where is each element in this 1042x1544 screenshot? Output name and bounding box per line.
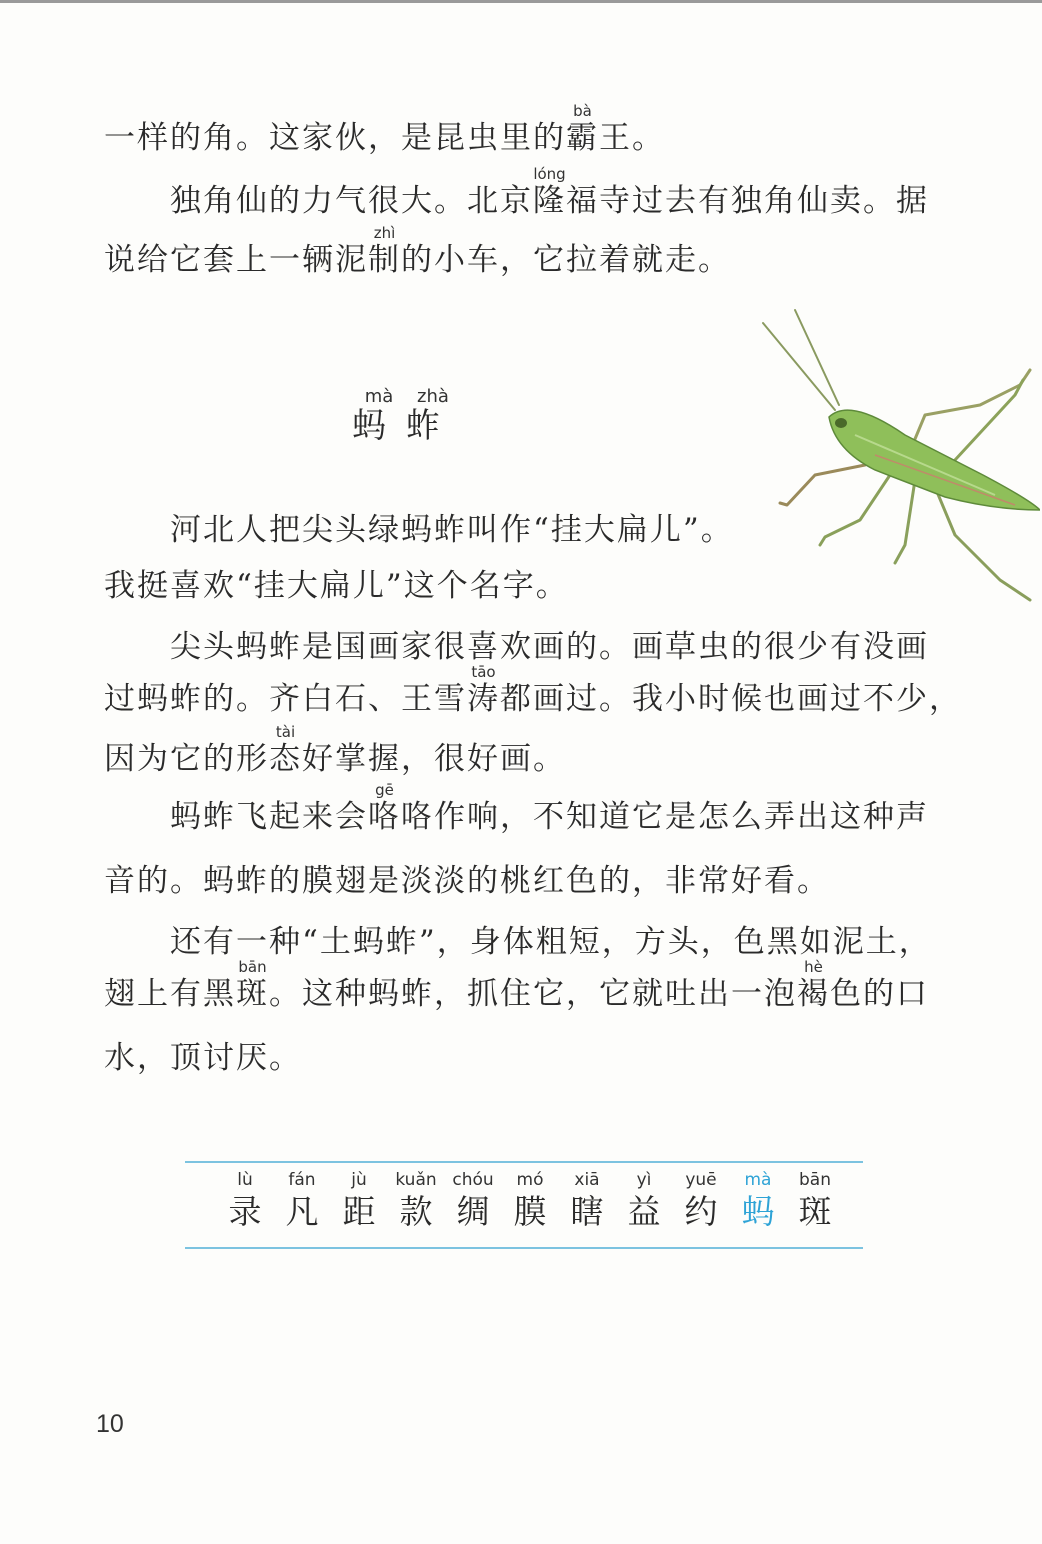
vocab-rule-bottom <box>185 1247 863 1249</box>
vocab-item-fan: fán 凡 <box>285 1170 319 1231</box>
grasshopper-icon <box>755 305 1040 605</box>
text-line-12: 翅上有黑斑bān。这种蚂蚱，抓住它，它就吐出一泡褐hè色的口 <box>104 958 929 1012</box>
vocab-item-lu: lù 录 <box>228 1170 262 1231</box>
page-top-edge <box>0 0 1042 3</box>
vocab-item-mo: mó 膜 <box>513 1170 547 1231</box>
vocab-item-ban: bān 斑 <box>798 1170 832 1231</box>
vocab-item-chou: chóu 绸 <box>452 1170 494 1231</box>
vocab-list <box>222 1170 838 1234</box>
text-line-3: 说给它套上一辆泥制zhì的小车，它拉着就走。 <box>104 224 731 278</box>
text-line-4: 河北人把尖头绿蚂蚱叫作“挂大扁儿”。 <box>170 512 734 548</box>
vocab-item-kuan: kuǎn 款 <box>395 1170 437 1231</box>
text-line-8: 因为它的形态tài好掌握，很好画。 <box>104 723 566 777</box>
text-line-5: 我挺喜欢“挂大扁儿”这个名字。 <box>104 568 569 604</box>
vocab-item-ma-highlighted: mà 蚂 <box>741 1170 775 1231</box>
text-line-9: 蚂蚱飞起来会咯gē咯作响，不知道它是怎么弄出这种声 <box>170 781 929 835</box>
vocab-item-ju: jù 距 <box>342 1170 376 1231</box>
section-title: 蚂mà蚱zhà <box>352 386 460 446</box>
text-line-11: 还有一种“土蚂蚱”，身体粗短，方头，色黑如泥土， <box>170 924 932 960</box>
text-line-13: 水，顶讨厌。 <box>104 1040 302 1076</box>
vocab-item-yi: yì 益 <box>627 1170 661 1231</box>
text-line-10: 音的。蚂蚱的膜翅是淡淡的桃红色的，非常好看。 <box>104 863 830 899</box>
vocab-rule-top <box>185 1161 863 1163</box>
vocab-item-xia: xiā 瞎 <box>570 1170 604 1231</box>
text-line-1: 一样的角。这家伙，是昆虫里的霸bà王。 <box>104 102 665 156</box>
page-number: 10 <box>96 1410 124 1438</box>
text-line-6: 尖头蚂蚱是国画家很喜欢画的。画草虫的很少有没画 <box>170 629 929 665</box>
vocab-item-yue: yuē 约 <box>684 1170 718 1231</box>
text-line-7: 过蚂蚱的。齐白石、王雪涛tāo都画过。我小时候也画过不少， <box>104 663 962 717</box>
text-line-2: 独角仙的力气很大。北京隆lóng福寺过去有独角仙卖。据 <box>170 165 929 219</box>
